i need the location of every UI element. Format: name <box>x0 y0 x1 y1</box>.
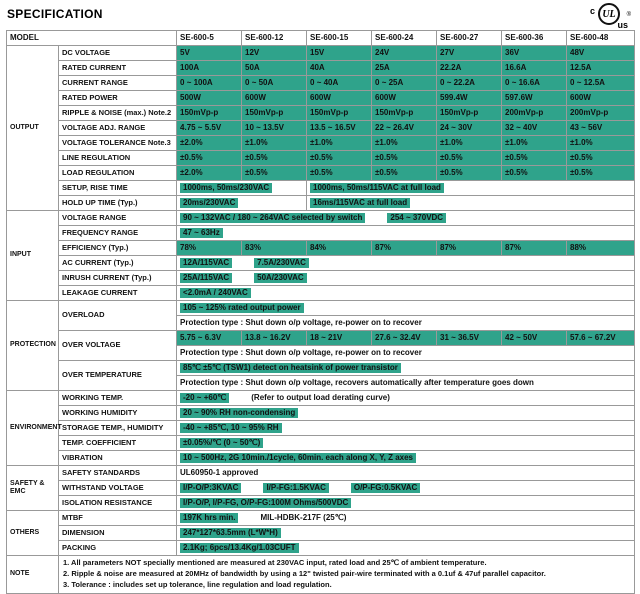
spec-value-cell: 16.6A <box>502 61 567 76</box>
spec-value-cell <box>177 286 635 301</box>
spec-row-label: ISOLATION RESISTANCE <box>59 496 177 511</box>
note-line: 2. Ripple & noise are measured at 20MHz of bandwidth by using a 12" twisted pair-wire terminated with a 0.1uf & 47uf parallel capacitor. <box>63 568 546 578</box>
spec-value-cell: 150mVp-p <box>372 106 437 121</box>
spec-row-label: HOLD UP TIME (Typ.) <box>59 196 177 211</box>
spec-value-cell: 84% <box>307 241 372 256</box>
model-name: SE-600-48 <box>567 31 635 46</box>
specification-table <box>6 30 635 594</box>
spec-value-cell: ±1.0% <box>502 136 567 151</box>
model-name: SE-600-27 <box>437 31 502 46</box>
spec-value-segment: 47 ~ 63Hz <box>180 228 223 237</box>
spec-value-cell <box>177 256 635 271</box>
spec-value-cell: 24 ~ 30V <box>437 121 502 136</box>
spec-value-cell: 5.75 ~ 6.3V <box>177 331 242 346</box>
spec-value-segment: 50A/230VAC <box>254 273 307 282</box>
spec-row-label: RATED POWER <box>59 91 177 106</box>
spec-value-cell: 36V <box>502 46 567 61</box>
spec-row-label: EFFICIENCY (Typ.) <box>59 241 177 256</box>
spec-row-label: CURRENT RANGE <box>59 76 177 91</box>
spec-value-cell: 87% <box>372 241 437 256</box>
spec-row-label: OVER TEMPERATURE <box>59 361 177 391</box>
spec-value-cell <box>177 406 635 421</box>
spec-value-cell: UL60950-1 approved <box>177 466 635 481</box>
spec-value-cell: 0 ~ 50A <box>242 76 307 91</box>
spec-row-label: PACKING <box>59 541 177 556</box>
spec-value-cell: 600W <box>567 91 635 106</box>
spec-value-cell: 22.2A <box>437 61 502 76</box>
spec-value-segment: 90 ~ 132VAC / 180 ~ 264VAC selected by switch <box>180 213 365 222</box>
spec-value-segment: 10 ~ 500Hz, 2G 10min./1cycle, 60min. each along X, Y, Z axes <box>180 453 416 462</box>
registered-trademark-icon: ® <box>626 12 631 18</box>
section-label: INPUT <box>7 211 59 301</box>
spec-row-label: SAFETY STANDARDS <box>59 466 177 481</box>
spec-value-cell: 43 ~ 56V <box>567 121 635 136</box>
model-name: SE-600-24 <box>372 31 437 46</box>
spec-row-label: STORAGE TEMP., HUMIDITY <box>59 421 177 436</box>
spec-value-cell <box>177 361 635 376</box>
spec-value-segment: I/P-FG:1.5KVAC <box>263 483 328 492</box>
spec-value-segment: 1000ms, 50ms/230VAC <box>180 183 272 192</box>
section-label: OUTPUT <box>7 46 59 211</box>
spec-value-cell: Protection type : Shut down o/p voltage, recovers automatically after temperature goes down <box>177 376 635 391</box>
spec-value-cell: ±0.5% <box>502 166 567 181</box>
spec-row-label: DIMENSION <box>59 526 177 541</box>
spec-value-segment: 20 ~ 90% RH non-condensing <box>180 408 298 417</box>
spec-row-label: LEAKAGE CURRENT <box>59 286 177 301</box>
spec-value-cell: 599.4W <box>437 91 502 106</box>
spec-value-cell: ±0.5% <box>242 166 307 181</box>
spec-value-cell: 22 ~ 26.4V <box>372 121 437 136</box>
spec-value-cell: ±1.0% <box>437 136 502 151</box>
spec-value-segment: 7.5A/230VAC <box>254 258 309 267</box>
spec-row-label: LINE REGULATION <box>59 151 177 166</box>
spec-row-label: RIPPLE & NOISE (max.) Note.2 <box>59 106 177 121</box>
spec-value-cell: ±1.0% <box>567 136 635 151</box>
spec-value-cell: 600W <box>307 91 372 106</box>
spec-value-cell: ±0.5% <box>372 151 437 166</box>
model-name: SE-600-36 <box>502 31 567 46</box>
spec-value-cell: ±0.5% <box>177 151 242 166</box>
spec-row-label: VOLTAGE ADJ. RANGE <box>59 121 177 136</box>
spec-value-cell: 600W <box>372 91 437 106</box>
spec-value-cell: 10 ~ 13.5V <box>242 121 307 136</box>
spec-value-cell <box>177 211 635 226</box>
spec-value-cell: 31 ~ 36.5V <box>437 331 502 346</box>
spec-row-label: VOLTAGE RANGE <box>59 211 177 226</box>
spec-row-label: TEMP. COEFFICIENT <box>59 436 177 451</box>
spec-value-cell: ±0.5% <box>307 151 372 166</box>
spec-value-cell <box>307 196 635 211</box>
spec-value-cell <box>177 226 635 241</box>
spec-value-cell: Protection type : Shut down o/p voltage, re-power on to recover <box>177 316 635 331</box>
section-label: PROTECTION <box>7 301 59 391</box>
spec-row-label: OVERLOAD <box>59 301 177 331</box>
spec-value-cell: Protection type : Shut down o/p voltage, re-power on to recover <box>177 346 635 361</box>
spec-value-cell: ±2.0% <box>177 166 242 181</box>
note-cell <box>59 556 635 594</box>
spec-value-cell <box>177 541 635 556</box>
spec-value-segment: O/P-FG:0.5KVAC <box>351 483 420 492</box>
spec-value-cell: 78% <box>177 241 242 256</box>
spec-value-cell <box>177 391 635 406</box>
spec-value-cell: 500W <box>177 91 242 106</box>
spec-value-segment: I/P-O/P:3KVAC <box>180 483 241 492</box>
spec-value-cell: ±1.0% <box>372 136 437 151</box>
ul-logo-text: UL <box>602 8 616 20</box>
spec-value-cell: ±0.5% <box>567 151 635 166</box>
spec-value-segment: I/P-O/P, I/P-FG, O/P-FG:100M Ohms/500VDC <box>180 498 351 507</box>
spec-value-cell: 42 ~ 50V <box>502 331 567 346</box>
spec-value-cell <box>177 436 635 451</box>
spec-value-segment: 247*127*63.5mm (L*W*H) <box>180 528 281 537</box>
spec-value-cell: 83% <box>242 241 307 256</box>
spec-value-cell: 0 ~ 22.2A <box>437 76 502 91</box>
spec-value-cell: ±0.5% <box>242 151 307 166</box>
note-line: 3. Tolerance : includes set up tolerance, line regulation and load regulation. <box>63 579 332 589</box>
spec-value-cell: 600W <box>242 91 307 106</box>
spec-value-cell: ±0.5% <box>437 166 502 181</box>
section-label: SAFETY & EMC <box>7 466 59 511</box>
spec-row-label: VOLTAGE TOLERANCE Note.3 <box>59 136 177 151</box>
spec-value-cell: 150mVp-p <box>437 106 502 121</box>
spec-value-cell: ±2.0% <box>177 136 242 151</box>
note-line: 1. All parameters NOT specially mentioned are measured at 230VAC input, rated load and 25℃ of ambient temperature. <box>63 558 487 567</box>
spec-value-cell: 18 ~ 21V <box>307 331 372 346</box>
spec-value-cell: 13.8 ~ 16.2V <box>242 331 307 346</box>
model-header: MODEL <box>7 31 177 46</box>
spec-value-cell: 597.6W <box>502 91 567 106</box>
spec-value-cell <box>177 496 635 511</box>
spec-row-label: LOAD REGULATION <box>59 166 177 181</box>
spec-value-cell: 57.6 ~ 67.2V <box>567 331 635 346</box>
spec-value-cell <box>177 526 635 541</box>
spec-value-segment: 16ms/115VAC at full load <box>310 198 410 207</box>
spec-value-segment: -40 ~ +85℃, 10 ~ 95% RH <box>180 423 281 432</box>
spec-value-cell: 32 ~ 40V <box>502 121 567 136</box>
spec-value-cell: ±0.5% <box>567 166 635 181</box>
spec-value-cell: 50A <box>242 61 307 76</box>
model-name: SE-600-15 <box>307 31 372 46</box>
spec-value-cell: 100A <box>177 61 242 76</box>
section-label: ENVIRONMENT <box>7 391 59 466</box>
model-name: SE-600-12 <box>242 31 307 46</box>
spec-value-segment: 12A/115VAC <box>180 258 232 267</box>
spec-value-cell <box>177 181 307 196</box>
spec-row-label: SETUP, RISE TIME <box>59 181 177 196</box>
spec-row-label: INRUSH CURRENT (Typ.) <box>59 271 177 286</box>
spec-value-cell: ±1.0% <box>242 136 307 151</box>
spec-row-label: WORKING HUMIDITY <box>59 406 177 421</box>
spec-value-cell: 5V <box>177 46 242 61</box>
spec-row-label: DC VOLTAGE <box>59 46 177 61</box>
spec-value-cell: 87% <box>502 241 567 256</box>
section-label: OTHERS <box>7 511 59 556</box>
spec-value-cell: 48V <box>567 46 635 61</box>
spec-value-segment: 197K hrs min. <box>180 513 238 522</box>
ul-logo-us-mark: us <box>617 20 628 30</box>
spec-value-cell: 4.75 ~ 5.5V <box>177 121 242 136</box>
spec-value-cell: 27.6 ~ 32.4V <box>372 331 437 346</box>
spec-value-cell: 27V <box>437 46 502 61</box>
spec-value-cell <box>177 481 635 496</box>
spec-row-label: OVER VOLTAGE <box>59 331 177 361</box>
spec-value-segment: 85℃ ±5℃ (TSW1) detect on heatsink of power transistor <box>180 363 401 372</box>
spec-value-cell: 0 ~ 25A <box>372 76 437 91</box>
spec-value-cell <box>307 181 635 196</box>
spec-row-label: WORKING TEMP. <box>59 391 177 406</box>
spec-value-cell: 0 ~ 40A <box>307 76 372 91</box>
spec-value-cell: 40A <box>307 61 372 76</box>
spec-value-segment: 20ms/230VAC <box>180 198 238 207</box>
spec-value-cell: ±0.5% <box>502 151 567 166</box>
spec-value-cell: 0 ~ 16.6A <box>502 76 567 91</box>
spec-value-cell <box>177 451 635 466</box>
spec-value-cell: 150mVp-p <box>177 106 242 121</box>
spec-value-cell: ±1.0% <box>307 136 372 151</box>
spec-row-label: WITHSTAND VOLTAGE <box>59 481 177 496</box>
spec-row-label: FREQUENCY RANGE <box>59 226 177 241</box>
model-name: SE-600-5 <box>177 31 242 46</box>
spec-value-segment: 1000ms, 50ms/115VAC at full load <box>310 183 444 192</box>
spec-value-cell <box>177 301 635 316</box>
spec-value-cell: 150mVp-p <box>242 106 307 121</box>
spec-value-cell: 0 ~ 12.5A <box>567 76 635 91</box>
spec-value-cell: 87% <box>437 241 502 256</box>
spec-value-cell: 88% <box>567 241 635 256</box>
section-label: NOTE <box>7 556 59 594</box>
spec-value-cell <box>177 421 635 436</box>
spec-value-cell <box>177 511 635 526</box>
spec-value-cell: ±0.5% <box>437 151 502 166</box>
spec-row-label: AC CURRENT (Typ.) <box>59 256 177 271</box>
spec-value-cell: 12V <box>242 46 307 61</box>
spec-value-segment: 25A/115VAC <box>180 273 232 282</box>
spec-value-cell: 24V <box>372 46 437 61</box>
spec-value-cell: 13.5 ~ 16.5V <box>307 121 372 136</box>
spec-value-cell: ±0.5% <box>372 166 437 181</box>
spec-value-cell <box>177 271 635 286</box>
ul-logo-c-mark: c <box>590 6 596 16</box>
spec-value-segment: MIL-HDBK-217F (25℃) <box>260 513 347 523</box>
spec-row-label: RATED CURRENT <box>59 61 177 76</box>
spec-value-cell: 200mVp-p <box>502 106 567 121</box>
spec-value-cell: 15V <box>307 46 372 61</box>
spec-value-cell: ±0.5% <box>307 166 372 181</box>
spec-value-segment: -20 ~ +60℃ <box>180 393 229 402</box>
spec-value-cell: 12.5A <box>567 61 635 76</box>
spec-value-segment: 254 ~ 370VDC <box>387 213 446 222</box>
spec-value-segment: <2.0mA / 240VAC <box>180 288 251 297</box>
spec-value-segment: 2.1Kg; 6pcs/13.4Kg/1.03CUFT <box>180 543 298 552</box>
page-title: SPECIFICATION <box>7 7 103 21</box>
spec-row-label: MTBF <box>59 511 177 526</box>
spec-value-segment: 105 ~ 125% rated output power <box>180 303 304 312</box>
spec-value-cell: 25A <box>372 61 437 76</box>
spec-value-cell: 150mVp-p <box>307 106 372 121</box>
ul-logo <box>590 3 631 31</box>
spec-value-cell: 200mVp-p <box>567 106 635 121</box>
spec-row-label: VIBRATION <box>59 451 177 466</box>
spec-value-segment: (Refer to output load derating curve) <box>251 393 390 403</box>
spec-value-segment: ±0.05%/℃ (0 ~ 50℃) <box>180 438 263 447</box>
spec-value-cell: 0 ~ 100A <box>177 76 242 91</box>
spec-value-cell <box>177 196 307 211</box>
